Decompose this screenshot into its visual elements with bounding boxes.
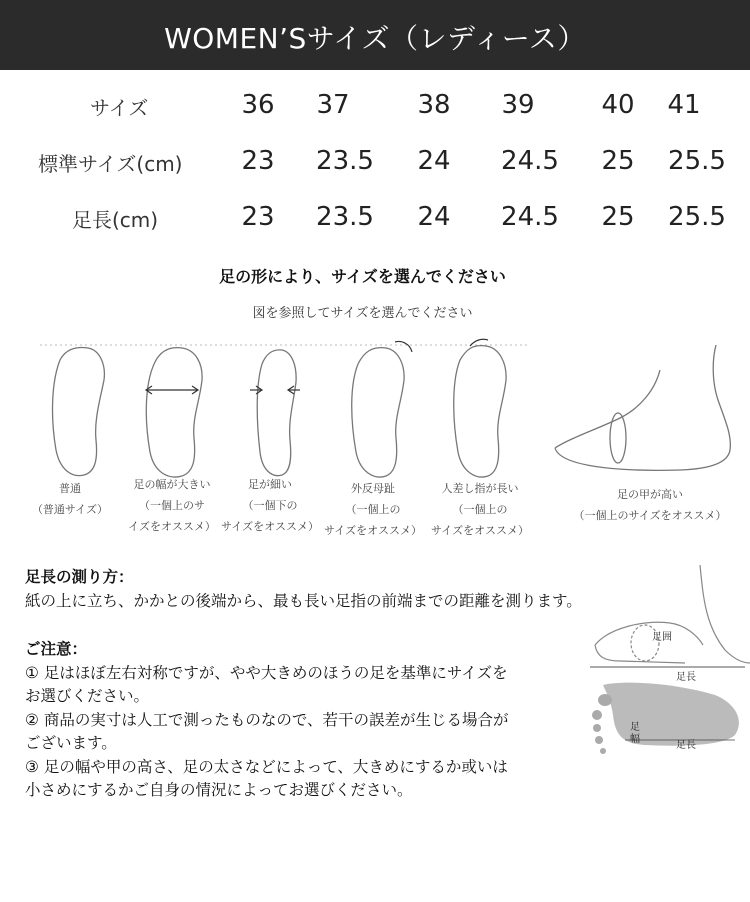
size-cell: 23.5 <box>316 202 374 232</box>
size-cell: 23 <box>241 146 275 176</box>
size-table <box>0 80 750 250</box>
row-label-foot-length: 足長(cm) <box>72 208 159 232</box>
size-cell: 36 <box>241 90 275 120</box>
caption-high-instep: 足の甲が高い （一個上のサイズをオススメ） <box>573 488 727 522</box>
caption-narrow: 足が細い （一個下の サイズをオススメ） <box>220 478 319 533</box>
size-cell: 40 <box>601 90 635 120</box>
notes-line: ③ 足の幅や甲の高さ、足の太さなどによって、大きめにするか或いは <box>25 757 508 776</box>
size-cell: 41 <box>667 90 701 120</box>
foot-normal-icon <box>53 348 105 476</box>
size-cell: 25.5 <box>668 146 726 176</box>
measure-section <box>25 566 582 613</box>
notes-line: ございます。 <box>25 734 117 752</box>
header-bar <box>0 0 750 70</box>
size-cell: 24.5 <box>501 146 559 176</box>
measure-title: 足長の測り方： <box>25 568 134 586</box>
notes-title: ご注意： <box>25 640 88 658</box>
caption-bunion: 外反母趾 （一個上の サイズをオススメ） <box>323 482 422 537</box>
measure-body: 紙の上に立ち、かかとの後端から、最も長い足指の前端までの距離を測ります。 <box>25 591 582 610</box>
size-cell: 38 <box>417 90 451 120</box>
foot-long-toe-icon <box>454 346 506 477</box>
girth-label: 足囲 <box>652 632 672 643</box>
foot-shape-subtitle: 図を参照してサイズを選んでください <box>252 306 473 321</box>
notes-line: お選びください。 <box>25 687 150 705</box>
page-title: WOMEN’Sサイズ（レディース） <box>164 22 586 55</box>
size-cell: 23 <box>241 202 275 232</box>
foot-wide-icon <box>146 348 202 477</box>
notes-line: 小さめにするかご自身の情況によってお選びください。 <box>25 781 413 799</box>
width-label-1: 足 <box>630 722 640 733</box>
size-cell: 25 <box>601 146 635 176</box>
width-label-2: 幅 <box>630 734 640 745</box>
size-cell: 24 <box>417 202 451 232</box>
size-cell: 24.5 <box>501 202 559 232</box>
size-cell: 25 <box>601 202 635 232</box>
measurement-diagram <box>585 565 750 770</box>
foot-high-instep-icon <box>555 345 730 470</box>
caption-wide: 足の幅が大きい （一個上のサ イズをオススメ） <box>128 478 216 533</box>
row-label-standard: 標準サイズ(cm) <box>38 152 183 176</box>
notes-section <box>25 638 509 803</box>
size-cell: 23.5 <box>316 146 374 176</box>
length-label: 足長 <box>676 672 696 683</box>
foot-narrow-icon <box>257 350 296 476</box>
size-cell: 37 <box>316 90 350 120</box>
size-cell: 25.5 <box>668 202 726 232</box>
notes-line: ① 足はほぼ左右対称ですが、やや大きめのほうの足を基準にサイズを <box>25 663 508 682</box>
caption-normal: 普通 （普通サイズ） <box>31 482 109 516</box>
foot-shapes-illustration <box>0 320 750 490</box>
size-cell: 39 <box>501 90 535 120</box>
length-label-2: 足長 <box>676 740 696 751</box>
row-label-size: サイズ <box>90 96 149 120</box>
foot-shape-title: 足の形により、サイズを選んでください <box>219 267 506 286</box>
size-cell: 24 <box>417 146 451 176</box>
bunion-arrow-icon <box>395 341 412 352</box>
notes-line: ② 商品の実寸は人工で測ったものなので、若干の誤差が生じる場合が <box>25 710 509 729</box>
foot-bunion-icon <box>352 348 404 477</box>
caption-long-toe: 人差し指が長い （一個上の サイズをオススメ） <box>430 482 529 537</box>
